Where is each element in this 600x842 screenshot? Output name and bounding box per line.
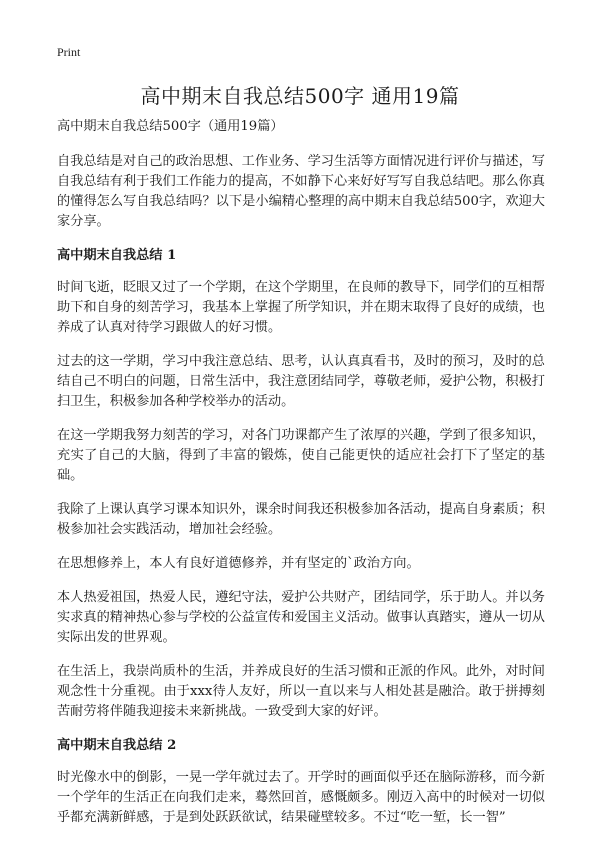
section-1-paragraph: 在这一学期我努力刻苦的学习，对各门功课都产生了浓厚的兴趣，学到了很多知识，充实了自己的大脑，得到了丰富的锻炼，使自己能更快的适应社会打下了坚定的基础。 (57, 428, 545, 483)
section-1-paragraph: 在生活上，我崇尚质朴的生活，并养成良好的生活习惯和正派的作风。此外，对时间观念性十分重视。由于xxx待人友好，所以一直以来与人相处甚是融洽。敢于拼搏刻苦耐劳将伴随我迎接未来新挑战。一致受到大家的好评。 (57, 664, 545, 719)
section-2-paragraph: 时光像水中的倒影，一晃一学年就过去了。开学时的画面似乎还在脑际游移，而今新一个学年的生活正在向我们走来，蓦然回首，感慨颇多。刚迈入高中的时候对一切似乎都充满新鲜感，于是到处跃跃欲试，结果碰壁较多。不过“吃一堑，长一智” (57, 770, 545, 825)
print-label[interactable]: Print (57, 45, 81, 59)
intro-paragraph: 自我总结是对自己的政治思想、工作业务、学习生活等方面情况进行评价与描述，写自我总结有利于我们工作能力的提高，不如静下心来好好写写自我总结吧。那么你真的懂得怎么写自我总结吗？以下是小编精心整理的高中期末自我总结500字，欢迎大家分享。 (57, 154, 545, 229)
document-body (57, 117, 545, 842)
section-2-heading: 高中期末自我总结 2 (57, 738, 177, 753)
document-subtitle: 高中期末自我总结500字（通用19篇） (57, 119, 284, 134)
section-1-paragraph: 过去的这一学期，学习中我注意总结、思考，认认真真看书，及时的预习，及时的总结自己不明白的问题，日常生活中，我注意团结同学，尊敬老师，爱护公物，积极打扫卫生，积极参加各种学校举办的活动。 (57, 354, 545, 409)
section-1-paragraph: 在思想修养上，本人有良好道德修养，并有坚定的`政治方向。 (57, 556, 420, 571)
section-1-paragraph: 本人热爱祖国，热爱人民，遵纪守法，爱护公共财产，团结同学，乐于助人。并以务实求真的精神热心参与学校的公益宣传和爱国主义活动。做事认真踏实，遵从一切从实际出发的世界观。 (57, 590, 545, 645)
section-1-paragraph: 时间飞逝，眨眼又过了一个学期，在这个学期里，在良师的教导下，同学们的互相帮助下和自身的刻苦学习，我基本上掌握了所学知识，并在期末取得了良好的成绩，也养成了认真对待学习跟做人的好习惯。 (57, 280, 545, 335)
section-1-heading: 高中期末自我总结 1 (57, 248, 177, 263)
section-1-paragraph: 我除了上课认真学习课本知识外，课余时间我还积极参加各活动，提高自身素质；积极参加社会实践活动，增加社会经验。 (57, 502, 545, 537)
document-title: 高中期末自我总结500字 通用19篇 (140, 84, 460, 108)
